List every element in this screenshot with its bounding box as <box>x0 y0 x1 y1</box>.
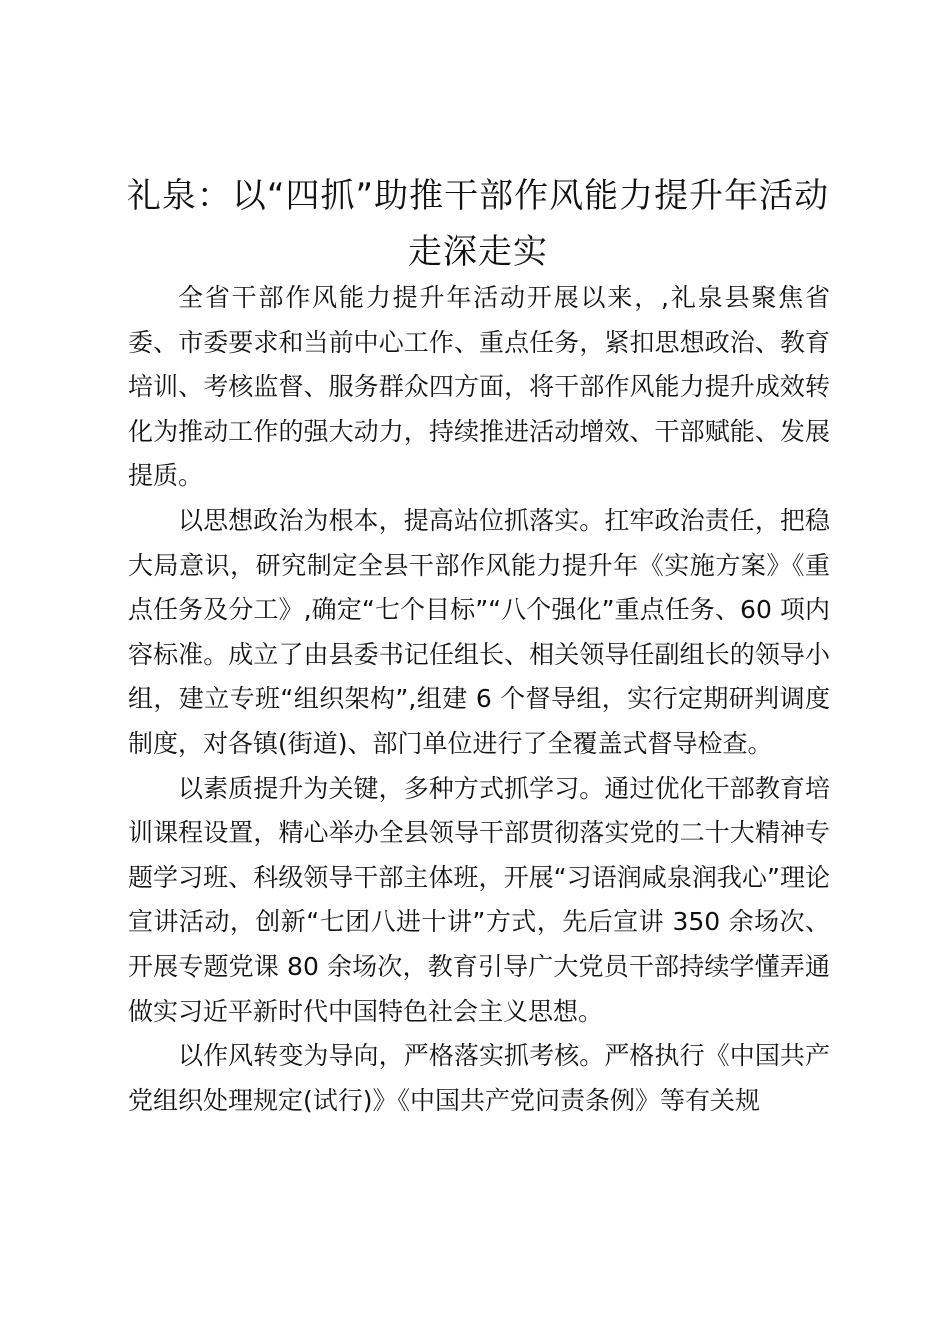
document-title: 礼泉：以“四抓”助推干部作风能力提升年活动走深走实 <box>126 176 830 272</box>
document-body <box>128 276 830 1123</box>
paragraph-assessment: 以作风转变为导向，严格落实抓考核。严格执行《中国共产党组织处理规定(试行)》《中国共产党问责条例》等有关规 <box>128 1041 830 1115</box>
paragraph-intro: 全省干部作风能力提升年活动开展以来，,礼泉县聚焦省委、市委要求和当前中心工作、重点任务，紧扣思想政治、教育培训、考核监督、服务群众四方面，将干部作风能力提升成效转化为推动工作的强大动力，持续推进活动增效、干部赋能、发展提质。 <box>128 283 830 491</box>
paragraph-political: 以思想政治为根本，提高站位抓落实。扛牢政治责任，把稳大局意识，研究制定全县干部作风能力提升年《实施方案》《重点任务及分工》,确定“七个目标”“八个强化”重点任务、60 项内容标准。成立了由县委书记任组长、相关领导任副组长的领导小组，建立专班“组织架构”,组建 6 个督导组，实行定期研判调度制度，对各镇(街道)、部门单位进行了全覆盖式督导检查。 <box>128 505 830 758</box>
paragraph-learning: 以素质提升为关键，多种方式抓学习。通过优化干部教育培训课程设置，精心举办全县领导干部贯彻落实党的二十大精神专题学习班、科级领导干部主体班，开展“习语润咸泉润我心”理论宣讲活动，创新“七团八进十讲”方式，先后宣讲 350 余场次、开展专题党课 80 余场次，教育引导广大党员干部持续学懂弄通做实习近平新时代中国特色社会主义思想。 <box>128 773 830 1026</box>
